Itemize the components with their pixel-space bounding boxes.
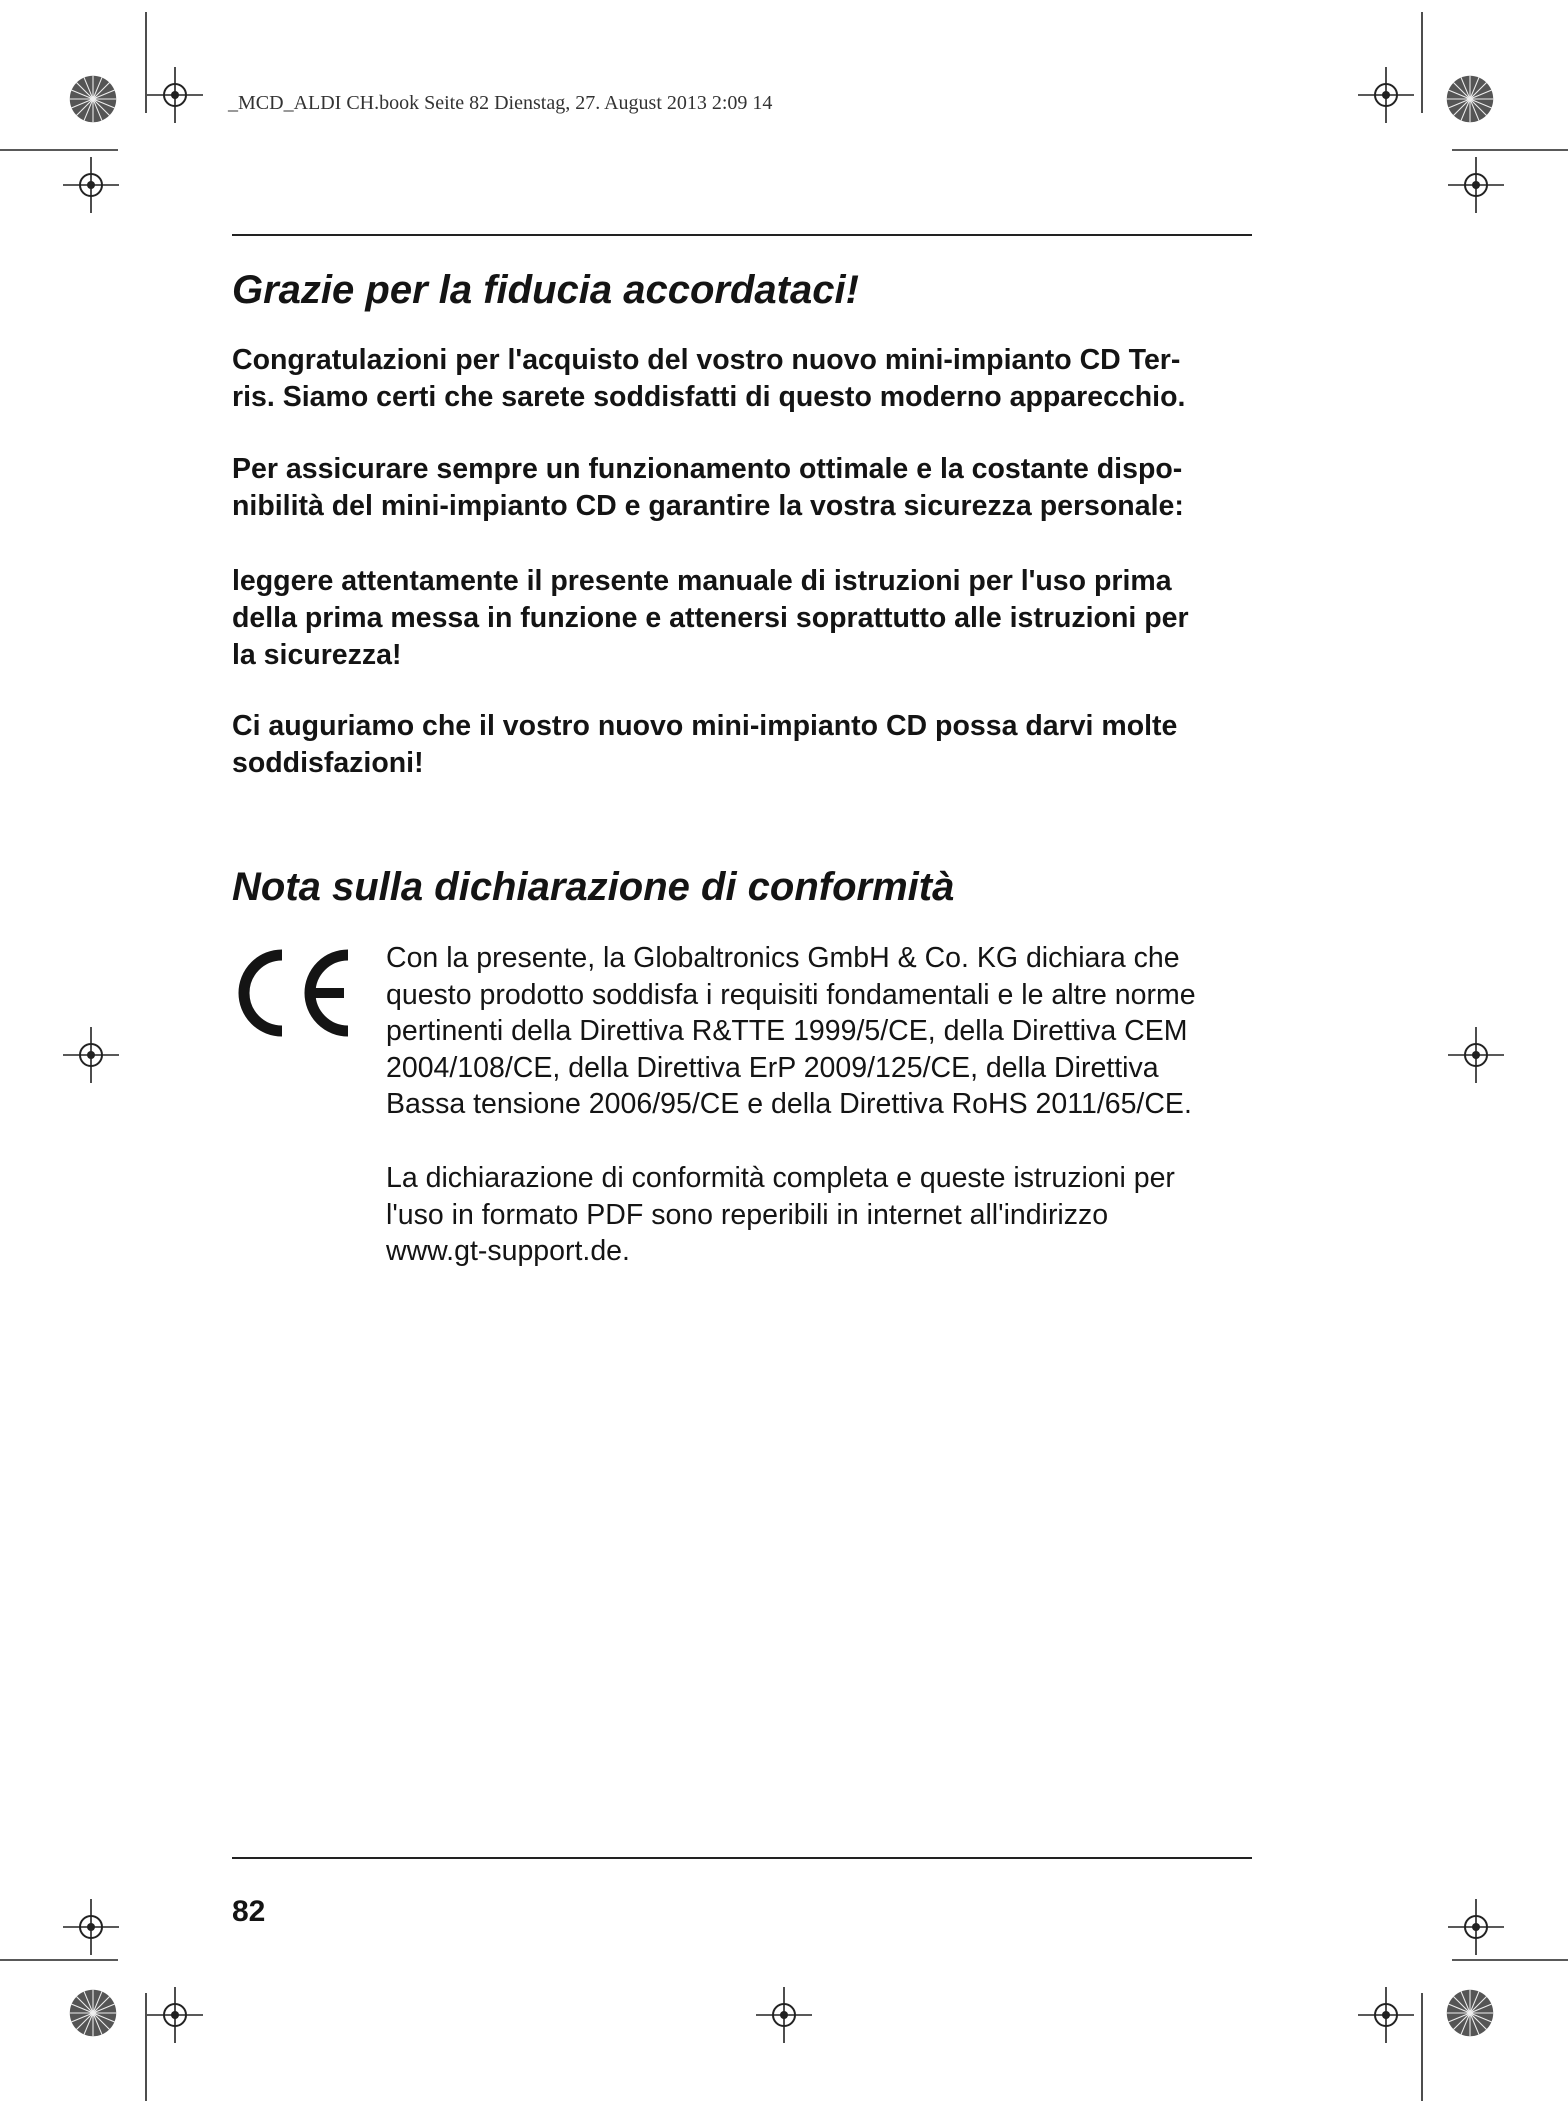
registration-mark-middle-right (1448, 1027, 1504, 1083)
starburst-target-bottom-right (1445, 1988, 1495, 2038)
registration-mark-upper-left (63, 157, 119, 213)
ce-mark-logo (232, 945, 354, 1041)
text-line: della prima messa in funzione e attenersi soprattutto alle istruzioni per (232, 602, 1189, 634)
registration-mark-top-right (1358, 67, 1414, 123)
registration-mark-upper-right (1448, 157, 1504, 213)
bottom-rule (232, 1857, 1252, 1859)
text-line: l'uso in formato PDF sono reperibili in internet all'indirizzo (386, 1198, 1109, 1231)
text-line: La dichiarazione di conformità completa e queste istruzioni per (386, 1162, 1175, 1194)
text-line: 2004/108/CE, della Direttiva ErP 2009/125/CE, della Direttiva (386, 1051, 1159, 1084)
registration-mark-bottom-center (756, 1987, 812, 2043)
text-line: Congratulazioni per l'acquisto del vostro nuovo mini-impianto CD Ter- (232, 344, 1181, 376)
text-line: ris. Siamo certi che sarete soddisfatti di questo moderno apparecchio. (232, 381, 1186, 413)
registration-mark-lower-right (1448, 1899, 1504, 1955)
starburst-target-top-left (68, 74, 118, 124)
text-line: nibilità del mini-impianto CD e garantire la vostra sicurezza personale: (232, 490, 1184, 522)
paragraph-pdf-availability (386, 1160, 1266, 1270)
top-rule (232, 234, 1252, 236)
starburst-target-bottom-left (68, 1988, 118, 2038)
starburst-target-top-right (1445, 74, 1495, 124)
page-number: 82 (232, 1895, 266, 1928)
registration-mark-top-left (147, 67, 203, 123)
support-url: www.gt-support.de. (386, 1235, 630, 1267)
section-title-conformity: Nota sulla dichiarazione di conformità (232, 865, 955, 909)
paragraph-congratulations (232, 342, 1254, 416)
text-line: Ci auguriamo che il vostro nuovo mini-impianto CD possa darvi molte (232, 710, 1178, 742)
registration-mark-lower-left (63, 1899, 119, 1955)
paragraph-wishes (232, 708, 1254, 782)
registration-mark-bottom-right (1358, 1987, 1414, 2043)
registration-mark-middle-left (63, 1027, 119, 1083)
print-header: _MCD_ALDI CH.book Seite 82 Dienstag, 27. August 2013 2:09 14 (228, 92, 773, 114)
paragraph-read-manual (232, 563, 1254, 674)
text-line: pertinenti della Direttiva R&TTE 1999/5/CE, della Direttiva CEM (386, 1015, 1188, 1047)
paragraph-declaration (386, 940, 1266, 1123)
section-title-thanks: Grazie per la fiducia accordataci! (232, 268, 859, 312)
text-line: Con la presente, la Globaltronics GmbH & Co. KG dichiara che (386, 942, 1180, 974)
text-line: Bassa tensione 2006/95/CE e della Direttiva RoHS 2011/65/CE. (386, 1088, 1192, 1120)
text-line: leggere attentamente il presente manuale di istruzioni per l'uso prima (232, 565, 1172, 597)
paragraph-assurance (232, 451, 1254, 525)
text-line: soddisfazioni! (232, 747, 424, 779)
registration-mark-bottom-left (147, 1987, 203, 2043)
text-line: questo prodotto soddisfa i requisiti fondamentali e le altre norme (386, 978, 1196, 1011)
text-line: la sicurezza! (232, 639, 402, 671)
text-line: Per assicurare sempre un funzionamento ottimale e la costante dispo- (232, 453, 1183, 485)
